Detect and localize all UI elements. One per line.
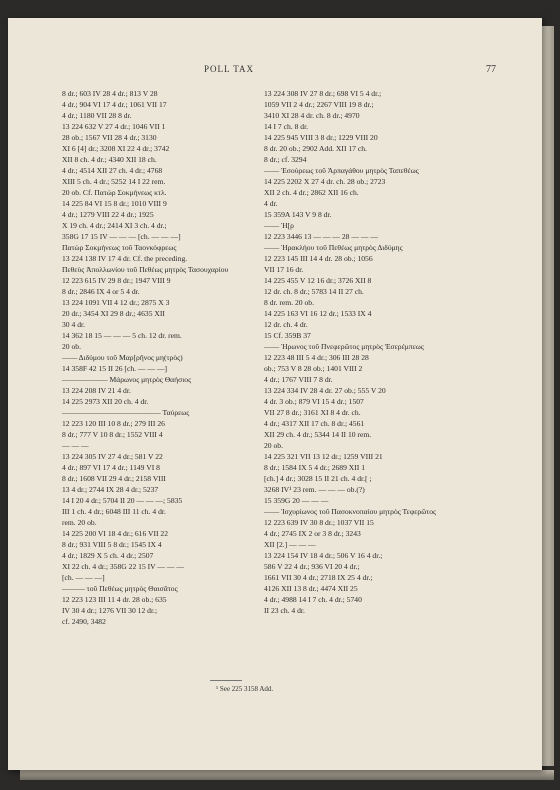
text-line: 13 224 154 IV 18 4 dr.; 506 V 16 4 dr.; — [264, 551, 383, 560]
text-line: 15 Cf. 359B 37 — [264, 331, 311, 340]
text-line: XI 22 ch. 4 dr.; 358G 22 15 IV — — — — [62, 562, 184, 571]
text-line: 14 225 163 VI 16 12 dr.; 1533 IX 4 — [264, 309, 372, 318]
text-line: 13 224 632 V 27 4 dr.; 1046 VII 1 — [62, 122, 166, 131]
text-line: 13 224 138 IV 17 4 dr. Cf. the preceding. — [62, 254, 188, 263]
text-line: 13 224 305 IV 27 4 dr.; 581 V 22 — [62, 452, 163, 461]
text-line: VII 27 8 dr.; 3161 XI 8 4 dr. ch. — [264, 408, 361, 417]
text-line: 3410 XI 28 4 dr. ch. 8 dr.; 4970 — [264, 111, 360, 120]
text-line: 8 dr.; 1584 IX 5 4 dr.; 2689 XII 1 — [264, 463, 366, 472]
text-line: 8 dr.; 931 VIII 5 8 dr.; 1545 IX 4 — [62, 540, 162, 549]
footnote-rule — [210, 680, 242, 681]
text-line: — — — — [62, 441, 89, 450]
page-edge-bottom — [20, 770, 554, 780]
text-line: 8 dr.; 2846 IX 4 or 5 4 dr. — [62, 287, 140, 296]
text-line: VII 17 16 dr. — [264, 265, 304, 274]
text-line: 12 223 48 III 5 4 dr.; 306 III 28 28 — [264, 353, 369, 362]
text-line: cf. 2490, 3482 — [62, 617, 106, 626]
page-edge-right — [542, 26, 554, 766]
text-line: 8 dr.; cf. 3294 — [264, 155, 307, 164]
text-line: XII 2 ch. 4 dr.; 2862 XII 16 ch. — [264, 188, 359, 197]
text-line: 13 4 dr.; 2744 IX 28 4 dr.; 5237 — [62, 485, 159, 494]
text-line: 4126 XII 13 8 dr.; 4474 XII 25 — [264, 584, 358, 593]
text-line: 14 225 455 V 12 16 dr.; 3726 XII 8 — [264, 276, 372, 285]
text-line: 20 ob. — [62, 342, 81, 351]
text-line: 358G 17 15 IV — — — [ch. — — —] — [62, 232, 181, 241]
text-line: 12 223 123 III 11 4 dr. 28 ob.; 635 — [62, 595, 167, 604]
text-line: 14 225 945 VIII 3 8 dr.; 1229 VIII 20 — [264, 133, 378, 142]
text-line: rem. 20 ob. — [62, 518, 97, 527]
text-line: 14 225 321 VII 13 12 dr.; 1259 VIII 21 — [264, 452, 383, 461]
text-line: 20 dr.; 3454 XI 29 8 dr.; 4635 XII — [62, 309, 165, 318]
text-line: 4 dr.; 1279 VIII 22 4 dr.; 1925 — [62, 210, 154, 219]
text-line: 13 224 208 IV 21 4 dr. — [62, 386, 131, 395]
text-line: 4 dr.; 4988 14 I 7 ch. 4 dr.; 5740 — [264, 595, 362, 604]
text-line: 14 362 18 15 — — — 5 ch. 12 dr. rem. — [62, 331, 182, 340]
text-line: IV 30 4 dr.; 1276 VII 30 12 dr.; — [62, 606, 158, 615]
text-line: —— Ἐσούρεως τοῦ Ἁρπαγάθου μητρὸς Ταπεθέως — [264, 166, 419, 175]
text-line: 28 ob.; 1567 VII 28 4 dr.; 3130 — [62, 133, 157, 142]
text-line: 12 dr. ch. 8 dr.; 5783 14 II 27 ch. — [264, 287, 364, 296]
text-line: 4 dr.; 1180 VII 28 8 dr. — [62, 111, 132, 120]
text-line: 20 ob. Cf. Πατὼρ Σοκμήνεως κτλ. — [62, 188, 167, 197]
text-line: 14 225 200 VI 18 4 dr.; 616 VII 22 — [62, 529, 169, 538]
text-line: [ch. — — —] — [62, 573, 105, 582]
right-column — [264, 88, 464, 616]
text-line: 14 I 7 ch. 8 dr. — [264, 122, 309, 131]
text-line: 4 dr.; 2745 IX 2 or 3 8 dr.; 3243 — [264, 529, 361, 538]
text-line: 12 223 120 III 10 8 dr.; 279 III 26 — [62, 419, 165, 428]
text-line: 14 225 84 VI 15 8 dr.; 1010 VIII 9 — [62, 199, 167, 208]
text-line: 8 dr. rem. 20 ob. — [264, 298, 314, 307]
footnote-text: ¹ See 225 3158 Add. — [216, 685, 274, 693]
text-line: 4 dr.; 4514 XII 27 ch. 4 dr.; 4768 — [62, 166, 163, 175]
footnote — [216, 685, 273, 693]
left-column — [62, 88, 262, 627]
text-line: 3268 IV¹ 23 rem. — — — ob.(?) — [264, 485, 365, 494]
text-line: 12 223 3446 13 — — — 28 — — — — [264, 232, 378, 241]
text-line: ob.; 753 V 8 28 ob.; 1401 VIII 2 — [264, 364, 363, 373]
text-line: [ch.] 4 dr.; 3028 15 II 21 ch. 4 dr.[ ; — [264, 474, 372, 483]
page-header — [8, 64, 542, 78]
text-line: 30 4 dr. — [62, 320, 85, 329]
text-line: XII 29 ch. 4 dr.; 5344 14 II 10 rem. — [264, 430, 372, 439]
text-line: 12 dr. ch. 4 dr. — [264, 320, 308, 329]
text-line: 14 358F 42 15 II 26 [ch. — — —] — [62, 364, 168, 373]
text-line: 13 224 334 IV 28 4 dr. 27 ob.; 555 V 20 — [264, 386, 386, 395]
text-line: 4 dr.; 4317 XII 17 ch. 8 dr.; 4561 — [264, 419, 365, 428]
text-line: 4 dr.; 1829 X 5 ch. 4 dr.; 2507 — [62, 551, 154, 560]
text-line: III 1 ch. 4 dr.; 6048 III 11 ch. 4 dr. — [62, 507, 166, 516]
text-line: —— Ἰσχυρίωνος τοῦ Πασοκνοπαίου μητρὸς Τεφερῶτος — [264, 507, 437, 516]
text-line: XI 6 [4] dr.; 3208 XI 22 4 dr.; 3742 — [62, 144, 170, 153]
text-line: 12 223 145 III 14 4 dr. 28 ob.; 1056 — [264, 254, 373, 263]
text-line: —— Διδύμου τοῦ Μαρ[ρῆνος μη(τρὸς) — [62, 353, 183, 362]
text-line: Πατὼρ Σοκμήνεως τοῦ Ταονκόφρεως — [62, 243, 177, 252]
page-number: 77 — [486, 64, 496, 75]
text-line: 14 225 2973 XII 20 ch. 4 dr. — [62, 397, 149, 406]
text-line: —— Ἡρωνος τοῦ Πνεφερῶτος μητρὸς Ἐσερέμπεως — [264, 342, 424, 351]
text-line: 8 dr.; 1608 VII 29 4 dr.; 2158 VIII — [62, 474, 166, 483]
text-line: 13 224 308 IV 27 8 dr.; 698 VI 5 4 dr.; — [264, 89, 382, 98]
text-line: 8 dr. 20 ob.; 2902 Add. XII 17 ch. — [264, 144, 367, 153]
text-line: 4 dr.; 904 VI 17 4 dr.; 1061 VII 17 — [62, 100, 167, 109]
text-line: 1059 VII 2 4 dr.; 2267 VIII 19 8 dr.; — [264, 100, 374, 109]
text-line: XII [2.] — — — — [264, 540, 316, 549]
text-line: XIII 5 ch. 4 dr.; 5252 14 I 22 rem. — [62, 177, 166, 186]
book-page — [8, 18, 542, 770]
text-line: X 19 ch. 4 dr.; 2414 XI 3 ch. 4 dr.; — [62, 221, 167, 230]
text-line: 8 dr.; 603 IV 28 4 dr.; 813 V 28 — [62, 89, 158, 98]
text-line: ————————————— Ταύρεως — [62, 408, 190, 417]
text-line: —— Ἡρακλήου τοῦ Πεθέως μητρὸς Διδύμης — [264, 243, 403, 252]
text-line: 4 dr. 3 ob.; 879 VI 15 4 dr.; 1507 — [264, 397, 364, 406]
text-line: XII 8 ch. 4 dr.; 4340 XII 18 ch. — [62, 155, 157, 164]
text-line: 8 dr.; 777 V 10 8 dr.; 1552 VIII 4 — [62, 430, 163, 439]
text-line: 14 I 20 4 dr.; 5704 II 20 — — —; 5835 — [62, 496, 183, 505]
text-line: —— Ἡ[ρ — [264, 221, 294, 230]
text-line: 12 223 615 IV 29 8 dr.; 1947 VIII 9 — [62, 276, 171, 285]
text-line: 15 359A 143 V 9 8 dr. — [264, 210, 332, 219]
text-line: 12 223 639 IV 30 8 dr.; 1037 VII 15 — [264, 518, 374, 527]
text-line: 4 dr. — [264, 199, 278, 208]
text-line: 14 225 2202 X 27 4 dr. ch. 28 ob.; 2723 — [264, 177, 386, 186]
text-line: 20 ob. — [264, 441, 283, 450]
text-line: 13 224 1091 VII 4 12 dr.; 2875 X 3 — [62, 298, 170, 307]
text-line: Πεθεὺς Ἀπολλωνίου τοῦ Πεθέως μητρὸς Τασουχαρίου — [62, 265, 229, 274]
text-line: 4 dr.; 897 VI 17 4 dr.; 1149 VI 8 — [62, 463, 160, 472]
running-title: POLL TAX — [204, 64, 255, 74]
text-line: 15 359G 20 — — — — [264, 496, 329, 505]
text-line: II 23 ch. 4 dr. — [264, 606, 305, 615]
text-line: —————— Μάρωνος μητρὸς Θαήσιος — [62, 375, 192, 384]
text-line: 1661 VII 30 4 dr.; 2718 IX 25 4 dr.; — [264, 573, 373, 582]
text-line: 586 V 22 4 dr.; 936 VI 20 4 dr.; — [264, 562, 360, 571]
text-line: 4 dr.; 1767 VIII 7 8 dr. — [264, 375, 333, 384]
text-line: ——— τοῦ Πεθέως μητρὸς Θαισᾶτος — [62, 584, 178, 593]
